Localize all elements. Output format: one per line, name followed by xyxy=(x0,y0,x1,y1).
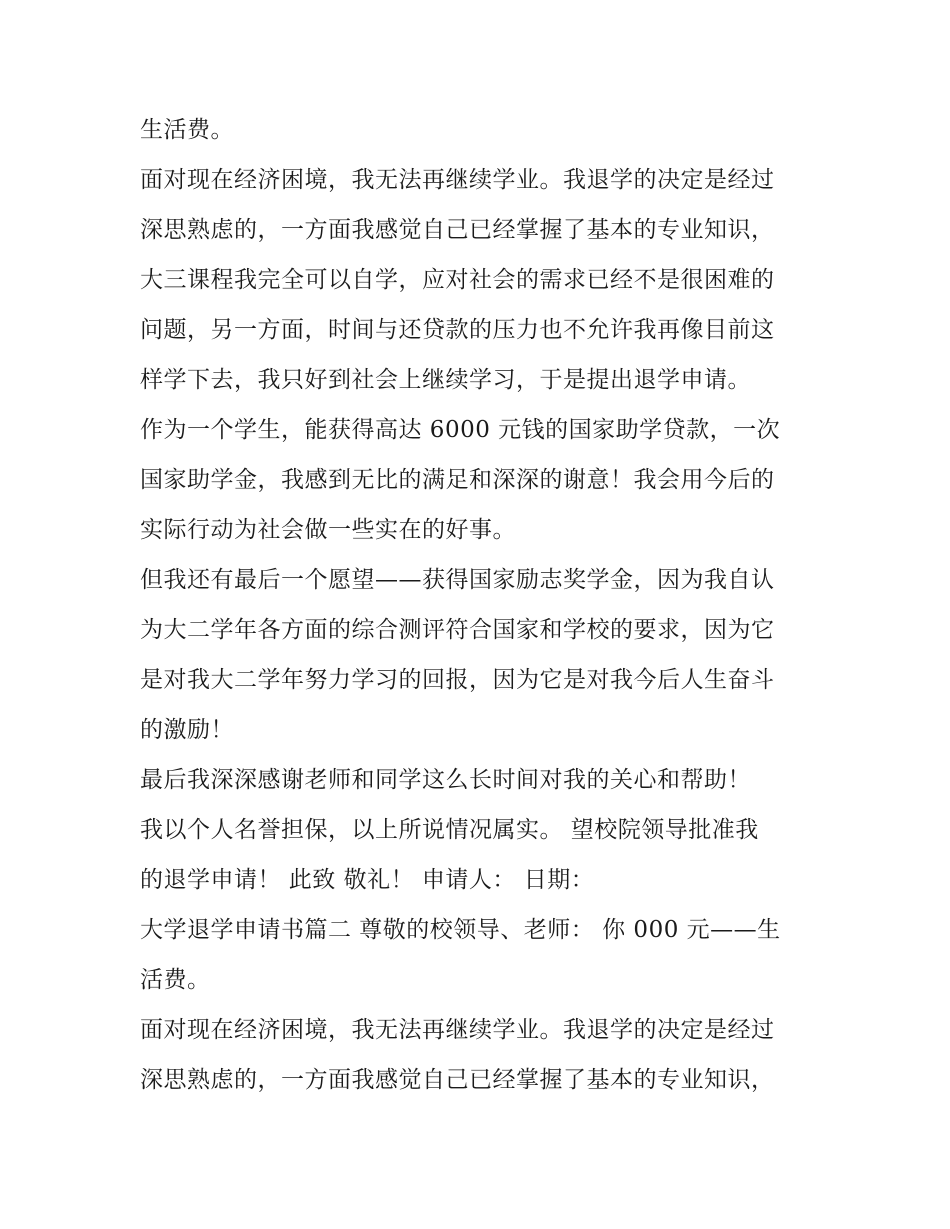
text-line: 面对现在经济困境，我无法再继续学业。我退学的决定是经过 xyxy=(140,167,775,193)
text-line: 深思熟虑的，一方面我感觉自己已经掌握了基本的专业知识， xyxy=(140,1067,775,1093)
text-line: 面对现在经济困境，我无法再继续学业。我退学的决定是经过 xyxy=(140,1017,775,1043)
text-line: 的退学申请！ 此致 敬礼！ 申请人： 日期： xyxy=(140,867,595,893)
text-line: 大三课程我完全可以自学，应对社会的需求已经不是很困难的 xyxy=(140,267,775,293)
text-line: 实际行动为社会做一些实在的好事。 xyxy=(140,517,516,543)
document-body xyxy=(140,105,820,1105)
text-line: 作为一个学生，能获得高达 6000 元钱的国家助学贷款，一次 xyxy=(140,417,781,443)
text-line: 生活费。 xyxy=(140,117,234,143)
text-line: 我以个人名誉担保，以上所说情况属实。 望校院领导批准我 xyxy=(140,817,759,843)
text-line: 的激励！ xyxy=(140,717,234,743)
text-line: 问题，另一方面，时间与还贷款的压力也不允许我再像目前这 xyxy=(140,317,775,343)
text-line: 活费。 xyxy=(140,967,211,993)
text-line: 最后我深深感谢老师和同学这么长时间对我的关心和帮助！ xyxy=(140,767,751,793)
text-line: 但我还有最后一个愿望——获得国家励志奖学金，因为我自认 xyxy=(140,567,775,593)
text-line: 国家助学金，我感到无比的满足和深深的谢意！我会用今后的 xyxy=(140,467,775,493)
text-line: 深思熟虑的，一方面我感觉自己已经掌握了基本的专业知识， xyxy=(140,217,775,243)
text-line: 为大二学年各方面的综合测评符合国家和学校的要求，因为它 xyxy=(140,617,775,643)
text-line: 是对我大二学年努力学习的回报，因为它是对我今后人生奋斗 xyxy=(140,667,775,693)
text-line: 大学退学申请书篇二 尊敬的校领导、老师： 你 000 元——生 xyxy=(140,917,781,943)
text-line: 样学下去，我只好到社会上继续学习，于是提出退学申请。 xyxy=(140,367,751,393)
